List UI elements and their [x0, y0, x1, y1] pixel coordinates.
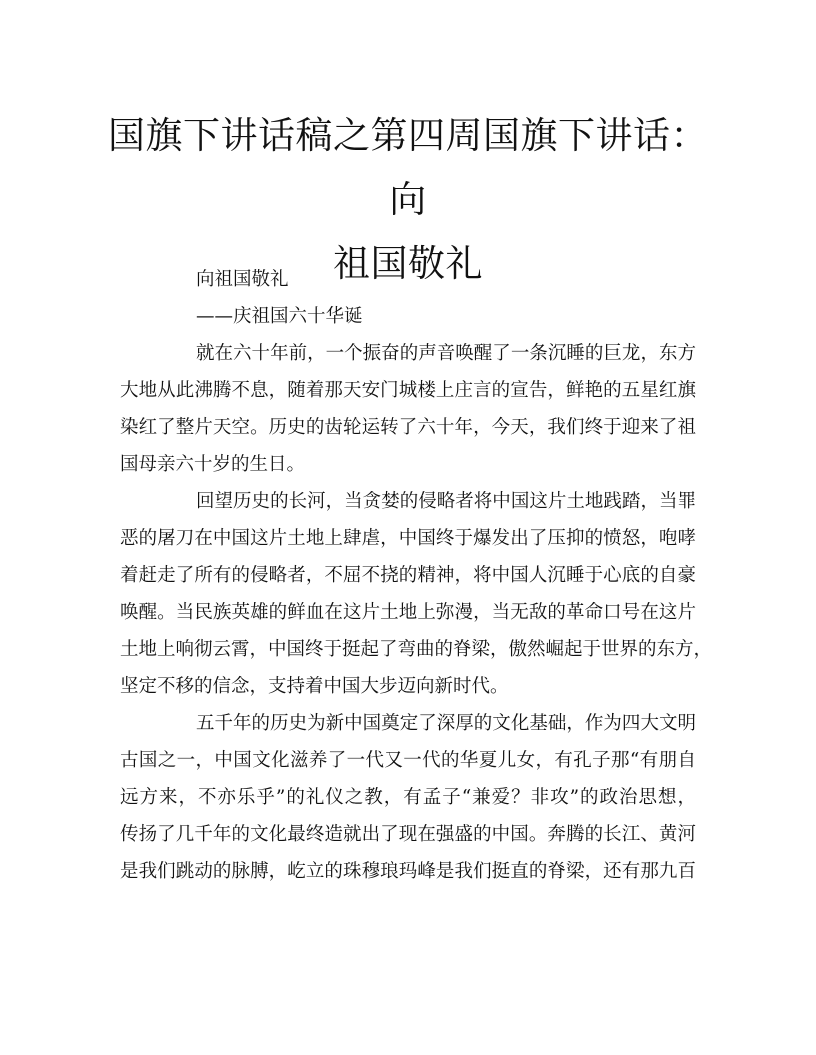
- section-subheading: ——庆祖国六十华诞: [196, 306, 363, 327]
- section-heading: 向祖国敬礼: [196, 269, 289, 290]
- paragraph-line: 恶的屠刀在中国这片土地上肆虐，中国终于爆发出了压抑的愤怒，咆哮: [120, 528, 696, 549]
- paragraph-line: 唤醒。当民族英雄的鲜血在这片土地上弥漫，当无敌的革命口号在这片: [120, 602, 696, 623]
- paragraph-line: 五千年的历史为新中国奠定了深厚的文化基础，作为四大文明: [196, 713, 696, 734]
- paragraph-line: 回望历史的长河，当贪婪的侵略者将中国这片土地践踏，当罪: [196, 491, 696, 512]
- title-line-1: 国旗下讲话稿之第四周国旗下讲话：向: [108, 114, 708, 221]
- document-body: [120, 261, 713, 890]
- paragraph-line: 古国之一，中国文化滋养了一代又一代的华夏儿女，有孔子那“有朋自: [120, 750, 696, 771]
- paragraph-line: 大地从此沸腾不息，随着那天安门城楼上庄言的宣告，鲜艳的五星红旗: [120, 380, 696, 401]
- paragraph-line: 着赶走了所有的侵略者，不屈不挠的精神，将中国人沉睡于心底的自豪: [120, 565, 696, 586]
- paragraph-line: 是我们跳动的脉膊，屹立的珠穆琅玛峰是我们挺直的脊梁，还有那九百: [120, 861, 696, 882]
- paragraph-3: [120, 705, 696, 890]
- paragraph-line: 坚定不移的信念，支持着中国大步迈向新时代。: [120, 676, 509, 697]
- paragraph-1: [120, 335, 696, 483]
- paragraph-line: 染红了整片天空。历史的齿轮运转了六十年，今天，我们终于迎来了祖: [120, 417, 696, 438]
- paragraph-line: 传扬了几千年的文化最终造就出了现在强盛的中国。奔腾的长江、黄河: [120, 824, 696, 845]
- paragraph-line: 国母亲六十岁的生日。: [120, 454, 306, 475]
- paragraph-line: 土地上响彻云霄，中国终于挺起了弯曲的脊梁，傲然崛起于世界的东方，: [120, 639, 713, 660]
- paragraph-line: 远方来，不亦乐乎”的礼仪之教，有孟子“兼爱？非攻”的政治思想，: [120, 787, 696, 808]
- paragraph-2: [120, 483, 713, 705]
- paragraph-line: 就在六十年前，一个振奋的声音唤醒了一条沉睡的巨龙，东方: [196, 343, 696, 364]
- title-line-2: 祖国敬礼: [333, 242, 483, 285]
